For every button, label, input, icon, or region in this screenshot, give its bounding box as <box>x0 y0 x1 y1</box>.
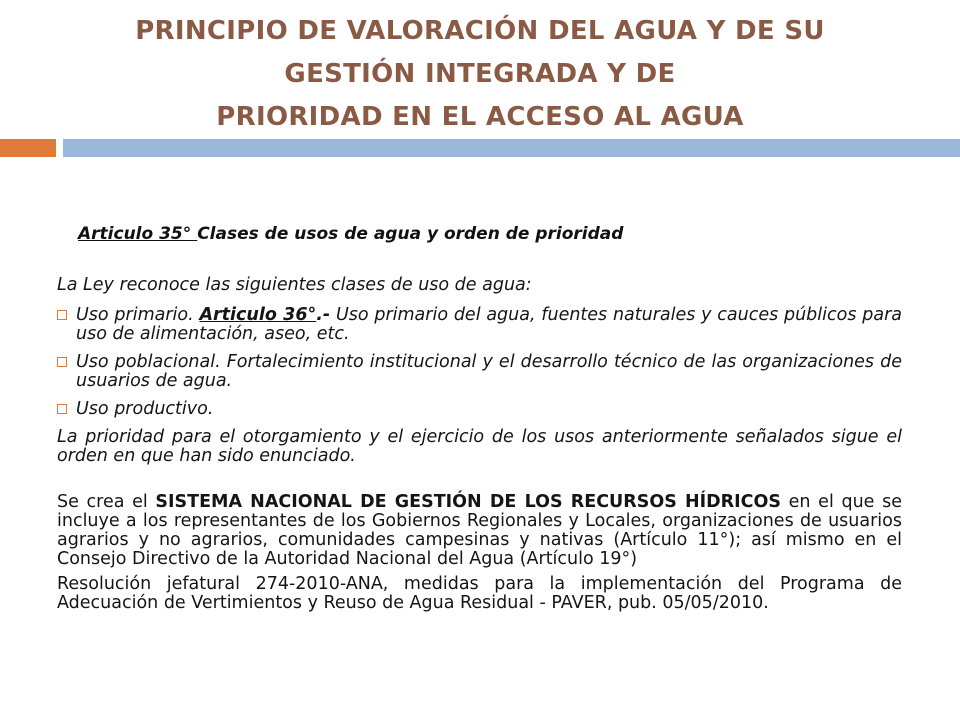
slide-body <box>57 276 902 613</box>
hollow-square-bullet-icon <box>57 357 67 367</box>
uso-primario-text: Uso primario del agua, fuentes naturales y cauces públicos para uso de alimentación, aseo, etc. <box>76 305 902 344</box>
bullet-uso-productivo <box>57 400 902 419</box>
sistema-paragraph <box>57 493 902 569</box>
priority-note: La prioridad para el otorgamiento y el ejercicio de los usos anteriormente señalados sigue el orden en que han sido enunciado. <box>57 427 902 466</box>
article-35-ref: Articulo 35° <box>78 224 198 244</box>
article-36-ref: Articulo 36° <box>199 305 317 325</box>
title-line-1: PRINCIPIO DE VALORACIÓN DEL AGUA Y DE SU <box>135 16 825 46</box>
title-line-3: PRIORIDAD EN EL ACCESO AL AGUA <box>216 102 744 132</box>
accent-bar-orange <box>0 139 56 157</box>
article-36-suffix: .- <box>316 305 331 325</box>
sistema-text: en el que se incluye a los representantes de los Gobiernos Regionales y Locales, organizaciones de usuarios agrarios y no agrarios, comunidades campesinas y nativas (Artículo 11°); así mismo en el Consejo Directivo de la Autoridad Nacional del Agua (Artículo 19°) <box>57 492 902 569</box>
resolucion-paragraph: Resolución jefatural 274-2010-ANA, medidas para la implementación del Programa de Adecuación de Vertimientos y Reuso de Agua Residual - PAVER, pub. 05/05/2010. <box>57 574 902 613</box>
accent-bar-blue <box>63 139 960 157</box>
hollow-square-bullet-icon <box>57 404 67 414</box>
spacer <box>57 466 902 493</box>
article-35-heading <box>78 224 623 244</box>
article-35-title: Clases de usos de agua y orden de prioridad <box>197 224 624 244</box>
uso-productivo-text: Uso productivo. <box>76 399 214 419</box>
slide-title <box>40 10 920 139</box>
intro-text: La Ley reconoce las siguientes clases de uso de agua: <box>57 275 532 295</box>
sistema-lead: Se crea el <box>57 492 156 512</box>
bullet-uso-poblacional <box>57 353 902 391</box>
sistema-name: SISTEMA NACIONAL DE GESTIÓN DE LOS RECURSOS HÍDRICOS <box>155 492 781 512</box>
uso-primario-lead: Uso primario. <box>76 305 200 325</box>
title-line-2: GESTIÓN INTEGRADA Y DE <box>284 59 676 89</box>
bullet-uso-primario <box>57 306 902 344</box>
uso-poblacional-text: Uso poblacional. Fortalecimiento institucional y el desarrollo técnico de las organizaciones de usuarios de agua. <box>76 352 902 391</box>
hollow-square-bullet-icon <box>57 310 67 320</box>
